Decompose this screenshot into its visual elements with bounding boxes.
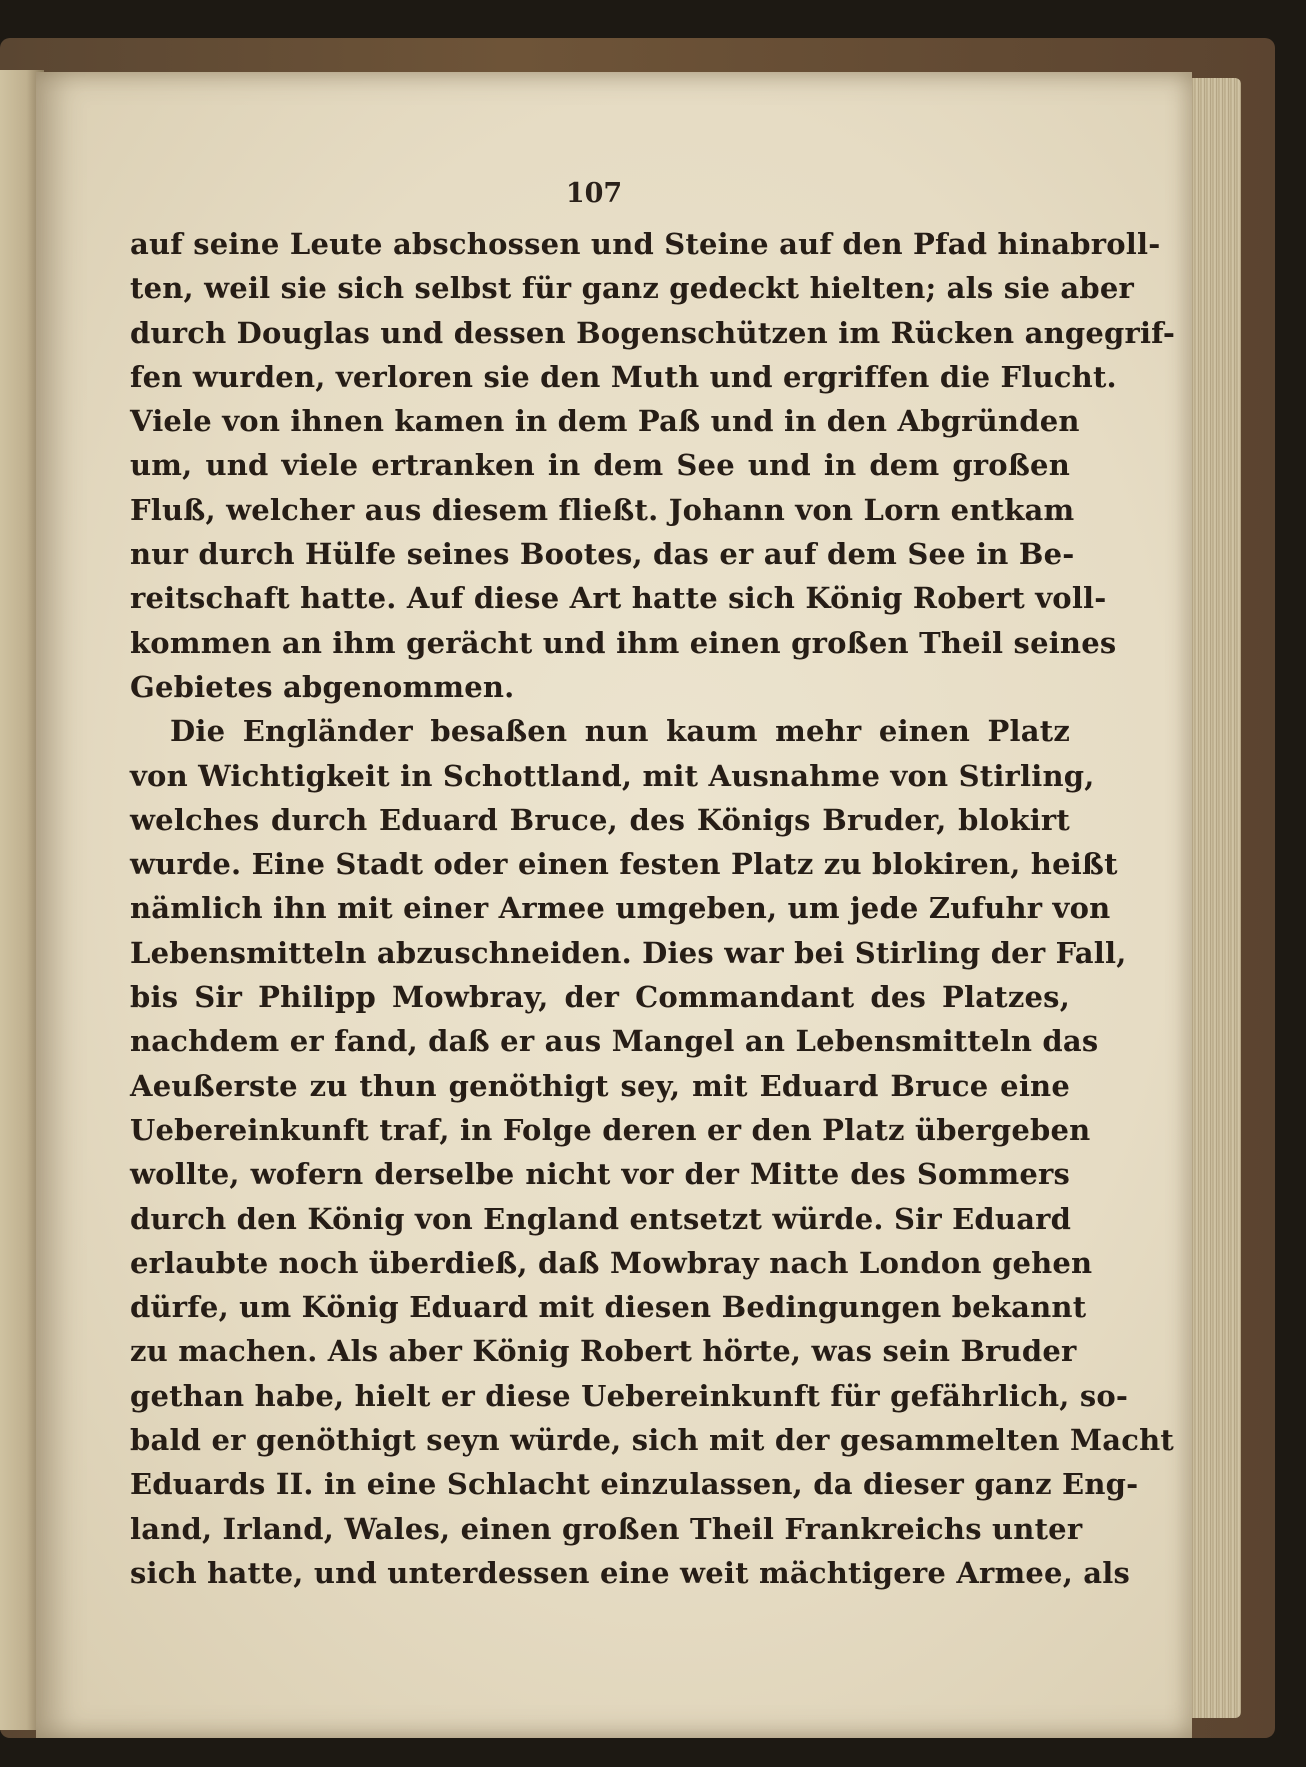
text-line: Uebereinkunft traf, in Folge deren er den Platz übergeben bbox=[130, 1112, 1091, 1147]
text-line: erlaubte noch überdieß, daß Mowbray nach London gehen bbox=[130, 1245, 1093, 1280]
text-line: kommen an ihm gerächt und ihm einen großen Theil seines bbox=[130, 625, 1117, 660]
text-line: zu machen. Als aber König Robert hörte, was sein Bruder bbox=[130, 1334, 1077, 1369]
text-line: sich hatte, und unterdessen eine weit mächtigere Armee, als bbox=[130, 1555, 1131, 1590]
text-line: durch Douglas und dessen Bogenschützen im Rücken angegrif- bbox=[130, 315, 1176, 350]
text-line: Gebietes abgenommen. bbox=[130, 669, 515, 704]
page-text bbox=[130, 222, 1176, 1595]
text-line: ten, weil sie sich selbst für ganz gedeckt hielten; als sie aber bbox=[130, 271, 1134, 306]
text-line: um, und viele ertranken in dem See und in dem großen bbox=[130, 448, 1070, 483]
text-line: durch den König von England entsetzt würde. Sir Eduard bbox=[130, 1201, 1072, 1236]
text-line: welches durch Eduard Bruce, des Königs Bruder, blokirt bbox=[130, 802, 1070, 837]
text-line: wurde. Eine Stadt oder einen festen Platz zu blokiren, heißt bbox=[130, 847, 1118, 882]
text-line: nachdem er fand, daß er aus Mangel an Lebensmitteln das bbox=[130, 1024, 1099, 1059]
page-number: 107 bbox=[565, 178, 623, 209]
text-line: Eduards II. in eine Schlacht einzulassen, da dieser ganz Eng- bbox=[130, 1467, 1139, 1502]
text-line: dürfe, um König Eduard mit diesen Bedingungen bekannt bbox=[130, 1290, 1087, 1325]
text-line: nur durch Hülfe seines Bootes, das er auf dem See in Be- bbox=[130, 537, 1075, 572]
text-line: Aeußerste zu thun genöthigt sey, mit Eduard Bruce eine bbox=[130, 1068, 1070, 1103]
text-line: gethan habe, hielt er diese Uebereinkunft für gefährlich, so- bbox=[130, 1378, 1129, 1413]
text-line: Viele von ihnen kamen in dem Paß und in den Abgründen bbox=[130, 404, 1080, 439]
text-line: auf seine Leute abschossen und Steine auf den Pfad hinabroll- bbox=[130, 227, 1161, 261]
text-line: land, Irland, Wales, einen großen Theil Frankreichs unter bbox=[130, 1511, 1083, 1546]
text-line: nämlich ihn mit einer Armee umgeben, um jede Zufuhr von bbox=[130, 891, 1111, 926]
text-line: fen wurden, verloren sie den Muth und ergriffen die Flucht. bbox=[130, 359, 1117, 394]
text-line: wollte, wofern derselbe nicht vor der Mitte des Sommers bbox=[130, 1157, 1070, 1192]
text-line: reitschaft hatte. Auf diese Art hatte sich König Robert voll- bbox=[130, 581, 1107, 616]
text-line: Fluß, welcher aus diesem fließt. Johann von Lorn entkam bbox=[130, 492, 1075, 527]
text-line: Die Engländer besaßen nun kaum mehr einen Platz bbox=[170, 714, 1070, 749]
text-line: Lebensmitteln abzuschneiden. Dies war bei Stirling der Fall, bbox=[130, 935, 1127, 970]
text-line: bald er genöthigt seyn würde, sich mit der gesammelten Macht bbox=[130, 1423, 1174, 1458]
text-line: bis Sir Philipp Mowbray, der Commandant des Platzes, bbox=[130, 980, 1070, 1015]
text-line: von Wichtigkeit in Schottland, mit Ausnahme von Stirling, bbox=[130, 758, 1095, 793]
